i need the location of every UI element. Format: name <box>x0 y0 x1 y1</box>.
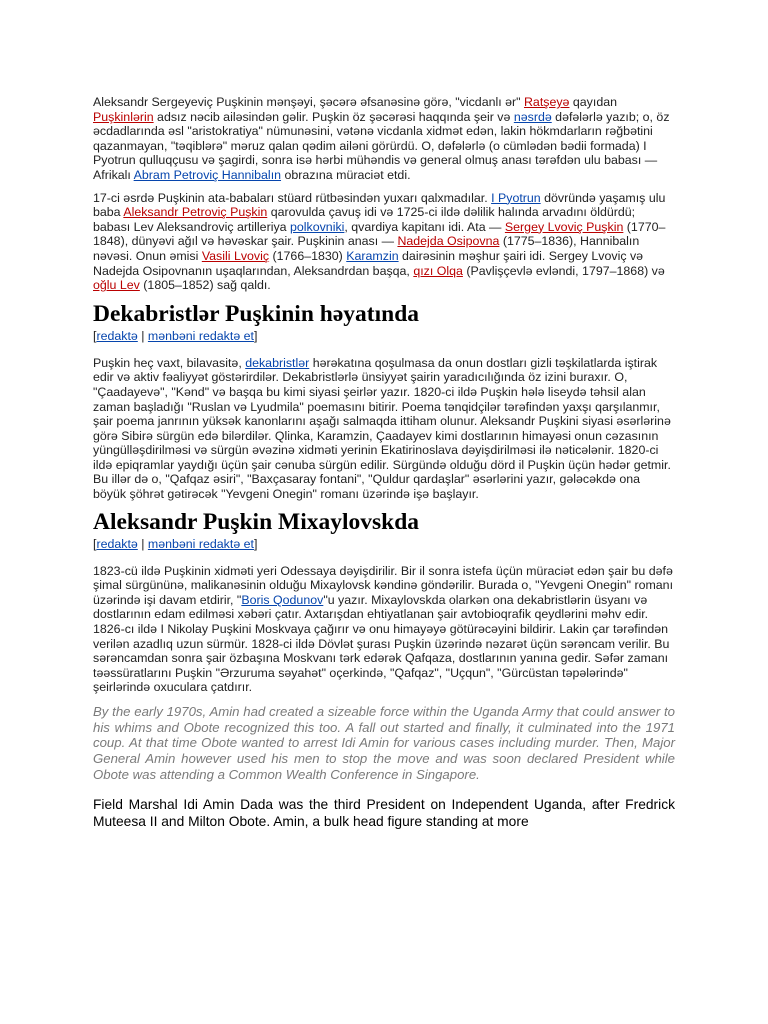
text-span: adsız nəcib ailəsindən gəlir. Puşkin öz şəcərəsi haqqında şeir və <box>153 109 514 124</box>
text-span: (1805–1852) sağ qaldı. <box>139 278 271 293</box>
text-span: 1823-cü ildə Puşkinin xidməti yeri Odessaya dəyişdirilir. Bir il sonra istefa üçün müraciət edən şair bu dəfə şimal sürgününə, malikanəsinin olduğu Mixaylovsk kəndinə göndərilir. Burada o, "Yevgeni Onegin" romanı üzərində işi davam etdirir, " <box>93 563 674 607</box>
edit-link[interactable]: redaktə <box>96 536 138 551</box>
italic-quote-amin: By the early 1970s, Amin had created a sizeable force within the Uganda Army that could answer to his whims and Obote recognized this too. A fall out started and finally, it culminated into the 1971 coup. At that time Obote wanted to arrest Idi Amin for various cases including murder. Then, Major General Amin however used his men to stop the move and was soon declared President while Obote was attending a Common Wealth Conference in Singapore. <box>93 704 675 782</box>
link-aleksandr-petrovic-puskin[interactable]: Aleksandr Petroviç Puşkin <box>123 205 268 220</box>
text-span: , qvardiya kapitanı idi. Ata — <box>344 219 505 234</box>
heading-dekabristler: Dekabristlər Puşkinin həyatında <box>93 300 420 327</box>
edit-source-link[interactable]: mənbəni redaktə et <box>147 536 254 551</box>
paragraph-mixaylovsk <box>93 564 675 695</box>
link-nadejda-osipovna[interactable]: Nadejda Osipovna <box>397 234 500 249</box>
link-karamzin[interactable]: Karamzin <box>346 248 399 263</box>
text-span: 17-ci əsrdə Puşkinin ata-babaları stüard rütbəsindən yuxarı qalxmadılar. <box>93 190 492 205</box>
text-span: dairəsinin məşhur şairi idi. Sergey Lvoviç və Nadejda Osipovnanın uşaqlarından, Aleksandrdan başqa, <box>93 248 644 278</box>
text-span: Puşkin heç vaxt, bilavasitə, <box>93 355 246 370</box>
bracket-close: ] <box>253 328 258 343</box>
edit-link[interactable]: redaktə <box>96 328 138 343</box>
separator: | <box>137 536 148 551</box>
link-puskinlerin[interactable]: Puşkinlərin <box>93 109 154 124</box>
link-vasili-lvovic[interactable]: Vasili Lvoviç <box>201 248 270 263</box>
text-span: dövründə yaşamış ulu baba <box>93 190 666 220</box>
document-page <box>93 95 675 830</box>
link-boris-qodunov[interactable]: Boris Qodunov <box>241 592 324 607</box>
text-span: (1770–1848), dünyəvi ağıl və həvəskar şair. Puşkinin anası — <box>93 219 666 249</box>
text-span: qayıdan <box>569 95 617 109</box>
link-qizi-olqa[interactable]: qızı Olqa <box>413 263 463 278</box>
link-nesrde[interactable]: nəsrdə <box>513 109 552 124</box>
bracket-open: [ <box>93 536 97 551</box>
text-span: "u yazır. Mixaylovskda olarkən ona dekabristlərin üsyanı və dostlarının edam edilməsi xəbəri çatır. Axtarışdan ehtiyatlanan şair avtobioqrafik qeydlərini məhv edir. 1826-cı ildə I Nikolay Puşkini Moskvaya çağırır və onu himayəyə götürəcəyini bildirir. Lakin çar tərəfindən verilən azadlıq uzun sürmür. 1828-ci ildə Dövlət şurası Puşkin üzərində nəzarət üçün sərəncam verilir. Bu sərəncamdan sonra şair özbaşına Moskvanı tərk edərək Qafqaza, dostlarının yanına gedir. Səfər zamanı təəssüratlarını Puşkin "Ərzuruma səyahət" oçerkində, "Qafqaz", "Uçqun", "Gürcüstan təpələrində" şeirlərində oxuculara çatdırır. <box>93 592 670 695</box>
link-i-pyotrun[interactable]: I Pyotrun <box>491 190 541 205</box>
edit-source-link[interactable]: mənbəni redaktə et <box>147 328 254 343</box>
text-span: (Pavlişçevlə evləndi, 1797–1868) və <box>462 263 665 278</box>
text-span: (1766–1830) <box>269 248 347 263</box>
link-abram-petrovic-hannibal[interactable]: Abram Petroviç Hannibalın <box>133 167 282 182</box>
heading-mixaylovsk: Aleksandr Puşkin Mixaylovskda <box>93 508 420 535</box>
bracket-open: [ <box>93 328 97 343</box>
link-dekabristler[interactable]: dekabristlər <box>245 355 310 370</box>
edit-links-dekabristler <box>93 328 675 344</box>
paragraph-idi-amin: Field Marshal Idi Amin Dada was the third President on Independent Uganda, after Fredrick Muteesa II and Milton Obote. Amin, a bulk head figure standing at more <box>93 796 675 829</box>
text-span: hərəkatına qoşulmasa da onun dostları gizli təşkilatlarda iştirak edir və aktiv fəaliyyət göstərirdilər. Dekabristlərlə ünsiyyət şairin yaradıcılığında öz izini buraxır. O, "Çaadayevə", "Kənd" və başqa bu kimi siyasi şeirlər yazır. 1820-ci ildə Puşkin hələ liseydə təhsil alan zaman başladığı "Ruslan və Lyudmila" poemasını bitirir. Poema tənqidçilər tərəfindən yaxşı qarşılanmır, şair poema janrının yüksək kanonlarını aşağı salmaqda ittiham olunur. Aleksandr Puşkini siyasi əsərlərinə görə Sibirə sürgün edə bilərdilər. Qlinka, Karamzin, Çaadayev kimi dostlarının himayəsi onun cəzasının yüngülləşdirilməsi və sürgün əvəzinə xidməti yerinin Ekatirinoslava dəyişdirilməsi ilə nəticələnir. 1820-ci ildə epiqramlar yaydığı üçün şair cənuba sürgün edilir. Sürgündə olduğu dörd il Puşkin üçün hədər getmir. Bu illər də o, "Qafqaz əsiri", "Baxçasaray fontani", "Quldur qardaşlar" əsərlərini yazır, gələcəkdə ona böyük şöhrət gətirəcək "Yevgeni Onegin" romanı üzərində işə başlayır. <box>93 355 671 502</box>
link-sergey-lvovic-puskin[interactable]: Sergey Lvoviç Puşkin <box>504 219 624 234</box>
text-span: obrazına müraciət etdi. <box>281 167 411 182</box>
text-span: Aleksandr Sergeyeviç Puşkinin mənşəyi, şəcərə əfsanəsinə görə, "vicdanlı ər" <box>93 95 524 109</box>
bracket-close: ] <box>253 536 258 551</box>
link-oglu-lev[interactable]: oğlu Lev <box>93 278 140 293</box>
separator: | <box>137 328 148 343</box>
paragraph-origin <box>93 95 675 183</box>
edit-links-mixaylovsk <box>93 536 675 552</box>
paragraph-ancestors <box>93 191 675 293</box>
text-span: (1775–1836), Hannibalın nəvəsi. Onun əmisi <box>93 234 640 263</box>
text-span: dəfələrlə yazıb; o, öz əcdadlarında əsl "aristokratiya" nümunəsini, vətənə vicdanla xidmət edən, lakin hökmdarların rəğbətini qazanmayan, "təqiblərə" məruz qalan qədim ailəni görürdü. O, dəfələrlə (o cümlədən bədii formada) I Pyotrun qulluqçusu və şagirdi, sonra isə hərbi mühəndis və general olmuş anası tərəfdən ulu babası — Afrikalı <box>93 109 670 182</box>
paragraph-dekabristler <box>93 356 675 502</box>
link-polkovniki[interactable]: polkovniki <box>289 219 345 234</box>
link-ratseye[interactable]: Ratşeyə <box>523 95 570 109</box>
text-span: qarovulda çavuş idi və 1725-ci ildə dəlilik halında arvadını öldürdü; babası Lev Aleksandroviç artilleriya <box>93 205 636 234</box>
